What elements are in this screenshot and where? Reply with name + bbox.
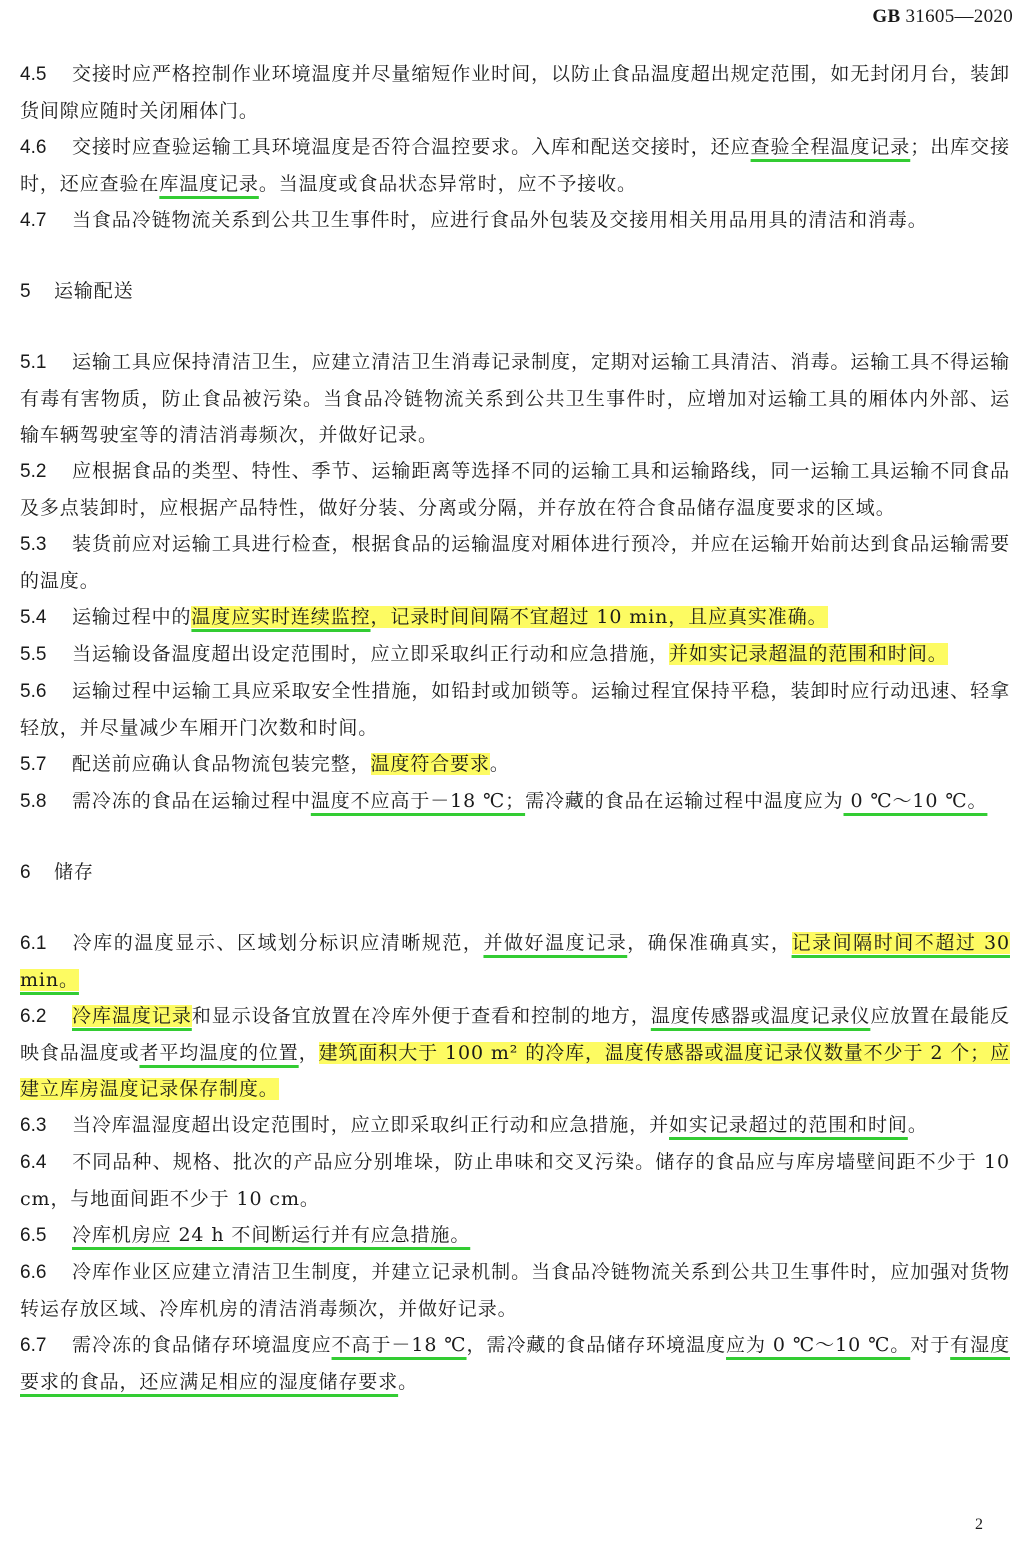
underlined-text: 0 ℃～10 ℃。: [843, 790, 988, 812]
clause-number: 5.2: [20, 461, 47, 482]
clause-text: ，确保准确真实，: [627, 932, 792, 954]
clause-number: 6.3: [20, 1115, 47, 1136]
clause-text: 交接时应查验运输工具环境温度是否符合温控要求。入库和配送交接时，还应: [72, 136, 751, 158]
highlighted-underlined-text: 温度应实时连续监控: [191, 606, 371, 628]
clause-number: 5.3: [20, 534, 47, 555]
underlined-text: 冷库机房应 24 h 不间断运行并有应急措施。: [72, 1224, 471, 1246]
clause-5-3: [20, 526, 1010, 599]
clause-text: 运输过程中运输工具应采取安全性措施，如铅封或加锁等。运输过程宜保持平稳，装卸时应行动迅速、轻拿轻放，并尽量减少车厢开门次数和时间。: [20, 680, 1010, 739]
clause-text: 需冷冻的食品储存环境温度应: [72, 1334, 332, 1356]
clause-6-3: [20, 1107, 1010, 1144]
clause-text: 冷库作业区应建立清洁卫生制度，并建立记录机制。当食品冷链物流关系到公共卫生事件时，应加强对货物转运存放区域、冷库机房的清洁消毒频次，并做好记录。: [20, 1261, 1010, 1320]
clause-text: 和显示设备宜放置在冷库外便于查看和控制的地方，: [191, 1005, 651, 1027]
section-heading: [20, 273, 1010, 310]
clause-5-1: [20, 344, 1010, 453]
clause-text: ，: [298, 1042, 319, 1064]
section-number: 5: [20, 281, 31, 302]
clause-text: 装货前应对运输工具进行检查，根据食品的运输温度对厢体进行预冷，并应在运输开始前达到食品运输需要的温度。: [20, 533, 1010, 592]
clause-number: 5.1: [20, 352, 47, 373]
highlighted-text: 并如实记录超温的范围和时间。: [669, 643, 948, 665]
clause-number: 6.2: [20, 1006, 47, 1027]
clause-number: 6.7: [20, 1335, 47, 1356]
underlined-text: 并做好温度记录: [483, 932, 628, 954]
clause-4-7: [20, 202, 1010, 239]
clause-number: 5.6: [20, 681, 47, 702]
clause-text: ，需冷藏的食品储存环境温度: [466, 1334, 727, 1356]
clause-text: 冷库的温度显示、区域划分标识应清晰规范，: [72, 932, 484, 954]
standard-header: [872, 6, 1013, 28]
clause-text: 应根据食品的类型、特性、季节、运输距离等选择不同的运输工具和运输路线，同一运输工具运输不同食品及多点装卸时，应根据产品特性，做好分装、分离或分隔，并存放在符合食品储存温度要求的区域。: [20, 460, 1010, 519]
clause-5-2: [20, 453, 1010, 526]
clause-number: 5.8: [20, 791, 47, 812]
clause-4-5: [20, 56, 1010, 129]
section-heading: [20, 854, 1010, 891]
highlighted-text: ，记录时间间隔不宜超过 10 min，且应真实准确。: [370, 606, 828, 628]
underlined-text: 不高于－18 ℃: [331, 1334, 467, 1356]
section-title: 运输配送: [54, 280, 134, 302]
clause-number: 5.4: [20, 607, 47, 628]
clause-number: 6.4: [20, 1152, 47, 1173]
clause-number: 5.7: [20, 754, 47, 775]
highlighted-text: 温度符合要求: [370, 753, 490, 775]
clause-6-6: [20, 1254, 1010, 1327]
clause-text: 当运输设备温度超出设定范围时，应立即采取纠正行动和应急措施，: [72, 643, 670, 665]
underlined-text: 有湿度要求的食品，还应满足相应的湿度储存要求: [20, 1334, 1010, 1393]
clause-5-8: [20, 783, 1010, 820]
clause-number: 4.7: [20, 210, 47, 231]
clause-text: 不同品种、规格、批次的产品应分别堆垛，防止串味和交叉污染。储存的食品应与库房墙壁间距不少于 10 cm，与地面间距不少于 10 cm。: [20, 1151, 1010, 1210]
clause-text: 配送前应确认食品物流包装完整，: [72, 753, 371, 775]
clause-text: 对于: [910, 1334, 951, 1356]
document-body: [20, 56, 1010, 1400]
clause-text: 交接时应严格控制作业环境温度并尽量缩短作业时间，以防止食品温度超出规定范围，如无封闭月台，装卸货间隙应随时关闭厢体门。: [20, 63, 1010, 122]
highlighted-underlined-text: 冷库温度记录: [72, 1005, 192, 1027]
section-title: 储存: [54, 861, 94, 883]
underlined-text: 温度不应高于－18 ℃；: [310, 790, 526, 812]
clause-4-6: [20, 129, 1010, 202]
clause-number: 6.1: [20, 933, 47, 954]
clause-text: 当冷库温湿度超出设定范围时，应立即采取纠正行动和应急措施，并: [72, 1114, 670, 1136]
standard-number: 31605—2020: [905, 6, 1013, 27]
underlined-text: 温度传感器或温度记录仪: [650, 1005, 871, 1027]
clause-6-7: [20, 1327, 1010, 1400]
clause-text: 需冷冻的食品在运输过程中: [72, 790, 311, 812]
clause-text: 。当温度或食品状态异常时，应不予接收。: [258, 173, 637, 195]
clause-text: 应放置在最能反映食品温度或: [20, 1005, 1011, 1064]
clause-number: 4.5: [20, 64, 47, 85]
clause-5-7: [20, 746, 1010, 783]
clause-text: 。: [907, 1114, 928, 1136]
underlined-text: 查验全程温度记录: [750, 136, 911, 158]
underlined-text: 库温度记录: [159, 173, 259, 195]
standard-code: GB: [872, 6, 901, 27]
clause-text: 运输过程中的: [72, 606, 192, 628]
page-number: 2: [975, 1516, 983, 1533]
clause-6-5: [20, 1217, 1010, 1254]
clause-5-6: [20, 673, 1010, 746]
clause-number: 4.6: [20, 137, 47, 158]
clause-6-4: [20, 1144, 1010, 1217]
underlined-text: 应为 0 ℃～10 ℃。: [726, 1334, 911, 1356]
clause-text: 当食品冷链物流关系到公共卫生事件时，应进行食品外包装及交接用相关用品用具的清洁和消毒。: [72, 209, 928, 231]
clause-6-1: [20, 925, 1010, 998]
clause-text: 运输工具应保持清洁卫生，应建立清洁卫生消毒记录制度，定期对运输工具清洁、消毒。运输工具不得运输有毒有害物质，防止食品被污染。当食品冷链物流关系到公共卫生事件时，应增加对运输工具的厢体内外部、运输车辆驾驶室等的清洁消毒频次，并做好记录。: [20, 351, 1010, 446]
highlighted-underlined-text: 记录间隔时间不超过 30 min。: [20, 932, 1010, 991]
underlined-text: 如实记录超过的范围和时间: [669, 1114, 908, 1136]
highlighted-text: 建筑面积大于 100 m² 的冷库，温度传感器或温度记录仪数量不少于 2 个；应建立库房温度记录保存制度。: [20, 1042, 1010, 1100]
clause-text: 需冷藏的食品在运输过程中温度应为: [525, 790, 844, 812]
clause-text: ；出库交接时，还应查验在: [20, 136, 1010, 195]
clause-text: 。: [489, 753, 510, 775]
clause-5-5: [20, 636, 1010, 673]
clause-5-4: [20, 599, 1010, 636]
clause-number: 6.5: [20, 1225, 47, 1246]
clause-number: 6.6: [20, 1262, 47, 1283]
clause-6-2: [20, 998, 1010, 1107]
section-number: 6: [20, 862, 31, 883]
clause-text: 。: [398, 1371, 419, 1393]
clause-number: 5.5: [20, 644, 47, 665]
underlined-text: 者平均温度的位置: [139, 1042, 299, 1064]
